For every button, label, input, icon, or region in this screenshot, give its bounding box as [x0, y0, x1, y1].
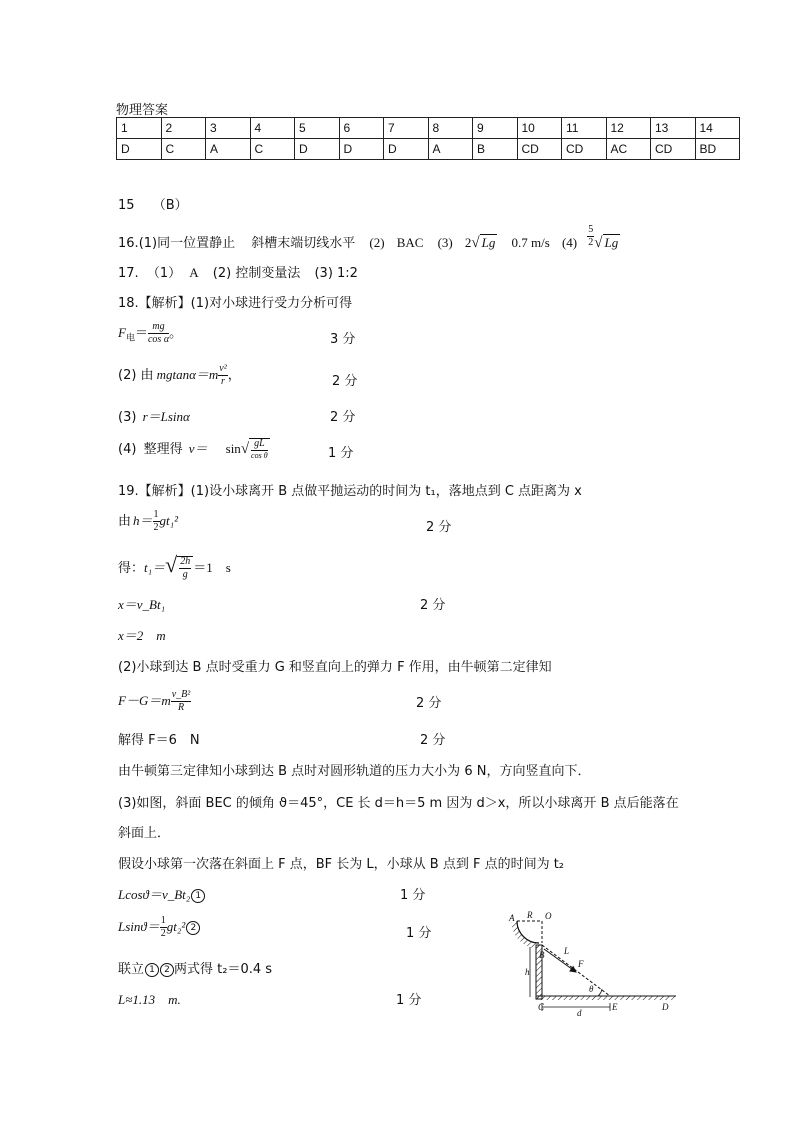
points-label: 1 分 [400, 888, 426, 903]
q19-line15: L≈1.13 m. [118, 992, 181, 1007]
ground-hatching [536, 996, 676, 1000]
q19-line7: 解得 F＝6 N [118, 733, 200, 748]
radical-sign: √ [165, 552, 178, 577]
table-cell: 13 [651, 118, 696, 139]
table-cell: 1 [117, 118, 162, 139]
circled-number: 2 [160, 963, 174, 977]
q19-line9: (3)如图，斜面 BEC 的倾角 ϑ＝45°，CE 长 d＝h＝5 m 因为 d＞x，所以小球离开 B 点后能落在 [118, 796, 679, 811]
fraction: $\frac{1}{2}$ [153, 509, 159, 533]
q19-line8: 由牛顿第三定律知小球到达 B 点时对圆形轨道的压力大小为 6 N，方向竖直向下． [118, 764, 591, 779]
q19-line11: 假设小球第一次落在斜面上 F 点，BF 长为 L，小球从 B 点到 F 点的时间为 t₂ [118, 857, 565, 872]
q19-line14: 联立 1 2 两式得 t₂＝0.4 s [118, 962, 273, 977]
q16-label: 16. [118, 236, 139, 251]
q16-part3-value: 0.7 m/s [511, 235, 550, 250]
q16-part3-coef: 2 [464, 235, 472, 250]
q18-line4: (4) 整理得 v＝ sin√ $\frac{gL}{\text{cos θ}}$ [118, 438, 268, 460]
trajectory-arrow [544, 949, 576, 972]
table-cell: CD [517, 139, 562, 160]
radicand: $\frac{gL}{\text{cos θ}}$ [251, 438, 268, 460]
q16-line [118, 224, 620, 252]
table-cell: D [339, 139, 384, 160]
table-cell: 12 [606, 118, 651, 139]
points-label: 2 分 [420, 598, 446, 613]
points-label: 1 分 [328, 446, 354, 461]
q19-line13: Lsinϑ＝ $\frac{1}{2}$ gt₂² 2 [118, 916, 200, 939]
q16-part3-label: (3) [437, 235, 453, 250]
table-cell: 10 [517, 118, 562, 139]
q16-part2-label: (2) [369, 235, 385, 250]
figure-label-f: F [578, 959, 584, 969]
q18-title: 18.【解析】(1)对小球进行受力分析可得 [118, 296, 353, 311]
q15-label: 15 [118, 198, 135, 213]
table-cell: D [117, 139, 162, 160]
q19-line1: 由 h＝ $\frac{1}{2}$ gt₁² [118, 509, 179, 533]
table-cell: AC [606, 139, 651, 160]
q18-line3: (3) r＝Lsinα [118, 409, 190, 425]
figure-label-d: d [577, 1008, 582, 1017]
points-label: 1 分 [406, 926, 432, 941]
circled-number: 1 [191, 889, 205, 903]
q16-part4-label: (4) [561, 235, 578, 250]
table-cell: 14 [695, 118, 740, 139]
q19-line3: x＝v_Bt₁ [118, 597, 166, 612]
table-cell: CD [651, 139, 696, 160]
table-cell: 2 [161, 118, 206, 139]
q16-part4-radicand: Lg [604, 235, 619, 250]
radicand: $\frac{2h}{g}$ [177, 556, 193, 580]
radical-sign: √ [471, 235, 480, 251]
table-cell: 4 [250, 118, 295, 139]
q19-line12: Lcosϑ＝v_Bt₂ 1 [118, 884, 205, 903]
points-label: 2 分 [332, 374, 358, 389]
q19-line2: 得：t₁＝√ $\frac{2h}{g}$ ＝1 s [118, 552, 231, 580]
page-title: 物理答案 [116, 103, 169, 118]
q18-line1: $F_电=$ $\frac{mg}{\text{cos α}}$ 。 [118, 321, 183, 345]
points-label: 2 分 [420, 733, 446, 748]
table-cell: 8 [428, 118, 473, 139]
table-cell: 5 [295, 118, 340, 139]
table-cell: CD [562, 139, 607, 160]
figure-label-h: h [525, 967, 530, 977]
q16-part3-radicand: Lg [481, 235, 496, 250]
radical-sign: √ [240, 441, 250, 457]
points-label: 2 分 [426, 520, 452, 535]
table-cell: BD [695, 139, 740, 160]
circled-number: 2 [186, 921, 200, 935]
q19-line4: x＝2 m [118, 628, 166, 643]
table-cell: B [473, 139, 518, 160]
fraction: $\frac{mg}{\text{cos α}}$ [147, 321, 170, 345]
fraction: $\frac{\text{v²}}{r}$ [219, 363, 227, 387]
q17-part3: (3) 1:2 [314, 266, 358, 281]
table-cell: C [161, 139, 206, 160]
table-cell: 11 [562, 118, 607, 139]
table-cell: D [295, 139, 340, 160]
figure-label-c: C [538, 1002, 545, 1012]
q15-line [118, 194, 188, 213]
q16-part1b: 斜槽末端切线水平 [251, 236, 356, 251]
table-cell: 6 [339, 118, 384, 139]
q18-line2: (2) 由 mgtanα＝m $\frac{\text{v²}}{r}$ ， [118, 363, 241, 387]
table-cell: A [428, 139, 473, 160]
slope-line [542, 945, 610, 996]
q19-line6: F－G＝m $\frac{\text{v\_B²}}{R}$ [118, 689, 191, 713]
circled-number: 1 [145, 963, 159, 977]
figure-label-e: E [612, 1002, 618, 1012]
q17-part1-label: （1） [146, 266, 182, 281]
table-row-numbers [117, 118, 740, 139]
figure-label-d-point: D [662, 1002, 669, 1012]
projectile-slope-figure [500, 905, 680, 1017]
points-label: 2 分 [330, 410, 356, 425]
table-cell: 9 [473, 118, 518, 139]
q15-answer: （B） [152, 198, 188, 213]
figure-label-l: L [564, 946, 570, 956]
table-cell: 3 [206, 118, 251, 139]
fraction: $\frac{1}{2}$ [160, 915, 166, 939]
q16-part2-value: BAC [396, 235, 424, 250]
answer-table [116, 117, 740, 160]
figure-label-r: R [527, 910, 533, 920]
angle-arc [598, 989, 602, 996]
radical-sign: √ [594, 235, 603, 251]
q17-label: 17. [118, 266, 139, 281]
q19-line10: 斜面上． [118, 826, 171, 841]
table-cell: C [250, 139, 295, 160]
table-row-answers [117, 139, 740, 160]
q17-part2: (2) 控制变量法 [212, 266, 301, 281]
figure-label-theta: θ [589, 984, 594, 994]
points-label: 3 分 [330, 332, 356, 347]
q16-part4-fraction: $\frac{5}{2}$ [588, 224, 594, 248]
table-cell: 7 [384, 118, 429, 139]
q19-line5: (2)小球到达 B 点时受重力 G 和竖直向上的弹力 F 作用，由牛顿第二定律知 [118, 660, 552, 675]
figure-label-b: B [539, 950, 545, 960]
fraction: $\frac{\text{v\_B²}}{R}$ [171, 689, 191, 713]
figure-label-o: O [545, 911, 552, 921]
q17-part1-value: A [189, 265, 199, 280]
points-label: 1 分 [396, 993, 422, 1008]
q17-line [118, 262, 358, 281]
table-cell: A [206, 139, 251, 160]
figure-label-a: A [509, 913, 515, 923]
q19-title: 19.【解析】(1)设小球离开 B 点做平抛运动的时间为 t₁，落地点到 C 点距离为 x [118, 484, 582, 499]
points-label: 2 分 [416, 696, 442, 711]
q16-part1: (1)同一位置静止 [138, 236, 236, 251]
table-cell: D [384, 139, 429, 160]
